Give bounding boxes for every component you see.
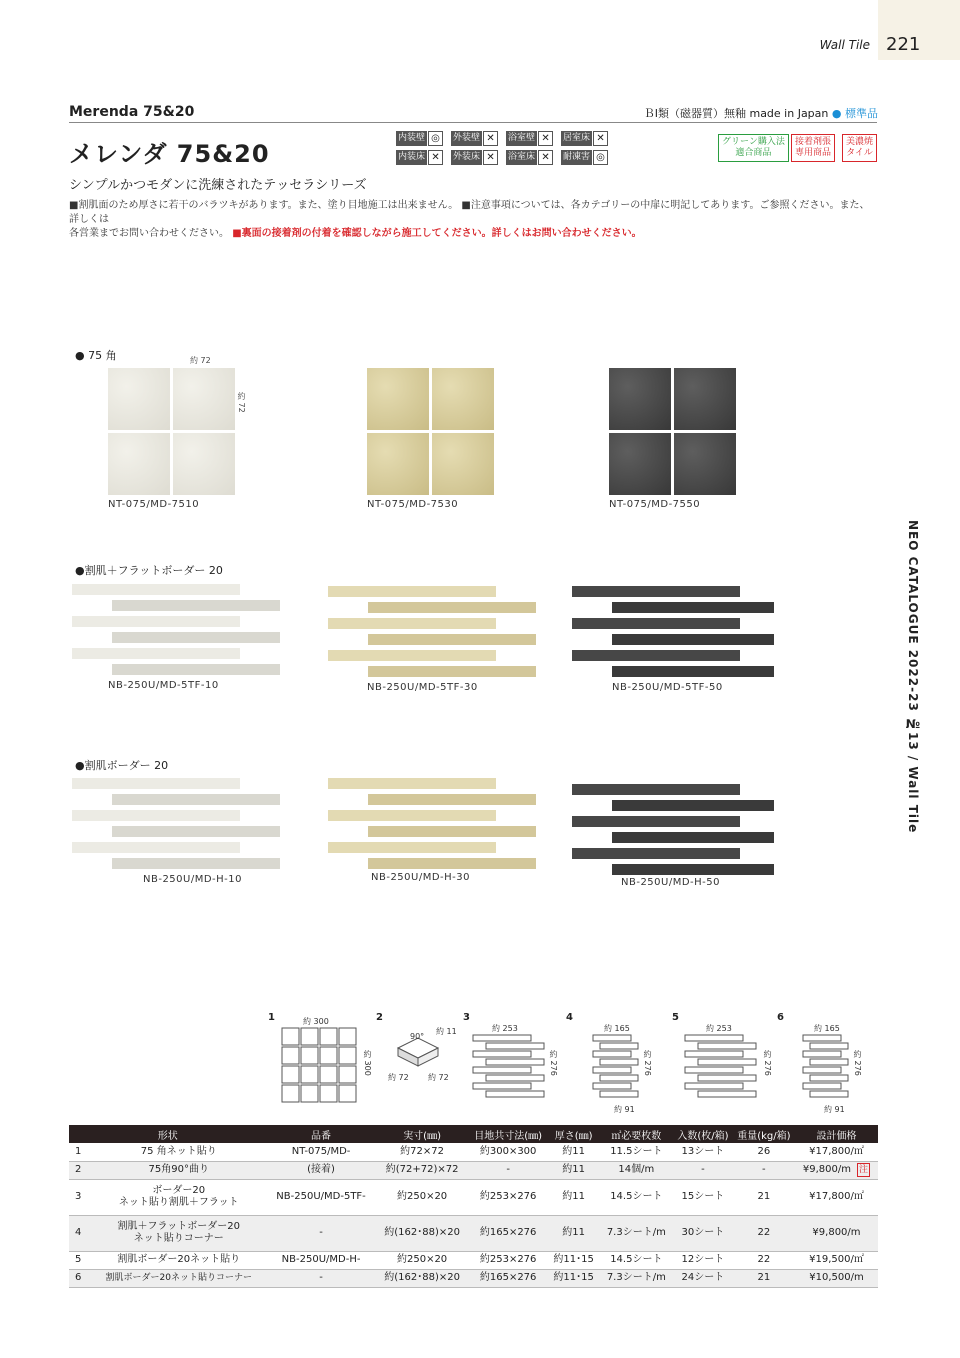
strip (72, 810, 240, 821)
cell-qty: 12シート (673, 1251, 733, 1269)
row-index: 2 (69, 1161, 91, 1179)
cell-weight: 22 (733, 1251, 795, 1269)
diagram-number: 3 (463, 1012, 470, 1023)
cell-shape: 割肌ボーダー20ネット貼り (91, 1251, 267, 1269)
tile (173, 368, 235, 430)
strip (112, 794, 280, 805)
row-index: 3 (69, 1179, 91, 1215)
tile (108, 368, 170, 430)
row-index: 6 (69, 1269, 91, 1287)
product-code: NB-250U/MD-H-50 (621, 877, 721, 888)
strip (72, 648, 240, 659)
strip (612, 634, 774, 645)
usage-grid (396, 131, 616, 165)
usage-item (451, 150, 506, 165)
cell-need: 14.5シート (600, 1251, 674, 1269)
table-header: 厚さ(㎜) (548, 1125, 600, 1143)
badge-mino (842, 134, 877, 162)
diagram-label: 約 300 (363, 1050, 372, 1076)
dimension-width: 約 72 (190, 356, 211, 365)
table-header: 形状 (69, 1125, 267, 1143)
cell-need: 14.5シート (600, 1179, 674, 1215)
tile (108, 433, 170, 495)
cell-weight: 21 (733, 1179, 795, 1215)
cell-size: 約250×20 (376, 1179, 469, 1215)
table-row (69, 1251, 878, 1269)
diagram-border-corner (592, 1034, 642, 1100)
cell-thickness: 約11 (548, 1143, 600, 1161)
cell-qty: - (673, 1161, 733, 1179)
diagram-number: 5 (672, 1012, 679, 1023)
strip (328, 650, 496, 661)
table-header: 重量(kg/箱) (733, 1125, 795, 1143)
cell-qty: 13シート (673, 1143, 733, 1161)
strip (368, 634, 536, 645)
cell-size: 約(72+72)×72 (376, 1161, 469, 1179)
border-swatch-white (72, 584, 282, 676)
notes-text: 各営業までお問い合わせください。 (69, 228, 233, 239)
standard-dot-icon: ● (831, 107, 842, 120)
table-row (69, 1269, 878, 1287)
notes-line-1: ■割肌面のため厚さに若干のバラツキがあります。また、塗り目地施工は出来ません。 ■注意事項については、各カテゴリーの中扉に明記してあります。ご参照ください。また、詳しくは (69, 200, 870, 225)
strip (328, 618, 496, 629)
usage-mark-icon: ✕ (428, 150, 443, 165)
cell-shape: 75 角ネット貼り (91, 1143, 267, 1161)
product-code: NB-250U/MD-5TF-10 (108, 680, 219, 691)
row-index: 1 (69, 1143, 91, 1161)
side-catalogue-label: NEO CATALOGUE 2022-23 №13 / Wall Tile (906, 520, 920, 834)
cell-shape: 割肌＋フラットボーダー20 ネット貼りコーナー (91, 1215, 267, 1251)
tile (674, 368, 736, 430)
dimension-height: 約 72 (237, 392, 246, 413)
cell-thickness: 約11 (548, 1179, 600, 1215)
diagram-label: 約 276 (853, 1050, 862, 1076)
page-number: 221 (886, 34, 921, 55)
cell-price: ¥17,800/㎡ (795, 1143, 878, 1161)
cell-joint: 約253×276 (469, 1251, 548, 1269)
badge-line: 美濃焼 (846, 137, 874, 147)
cell-need: 14個/m (600, 1161, 674, 1179)
border-swatch-beige (328, 586, 538, 678)
product-spec (644, 105, 878, 121)
strip (72, 778, 240, 789)
cell-size: 約250×20 (376, 1251, 469, 1269)
border-swatch-beige (328, 778, 538, 870)
price-text: ¥9,800/m (802, 1164, 852, 1175)
usage-item (561, 150, 616, 165)
product-code: NB-250U/MD-H-10 (143, 874, 243, 885)
cell-code: NB-250U/MD-H- (267, 1251, 376, 1269)
cell-thickness: 約11 (548, 1161, 600, 1179)
table-row (69, 1215, 878, 1251)
strip (328, 778, 496, 789)
strip (368, 826, 536, 837)
tile-swatch-beige (367, 368, 494, 495)
product-code: NB-250U/MD-5TF-30 (367, 682, 478, 693)
usage-item (396, 131, 451, 146)
strip (368, 794, 536, 805)
strip (112, 664, 280, 675)
section-title-75: ● 75 角 (75, 349, 117, 362)
usage-label: 内装壁 (396, 131, 427, 146)
cell-qty: 30シート (673, 1215, 733, 1251)
diagram-label: 約 91 (824, 1105, 845, 1114)
cell-shape: 75角90°曲り (91, 1161, 267, 1179)
cell-need: 11.5シート (600, 1143, 674, 1161)
usage-mark-icon: ◎ (593, 150, 608, 165)
usage-item (506, 131, 561, 146)
table-header: 実寸(㎜) (376, 1125, 469, 1143)
diagram-label: 約 276 (763, 1050, 772, 1076)
strip (368, 858, 536, 869)
cell-joint: - (469, 1161, 548, 1179)
badge-green-purchase (718, 134, 789, 162)
table-header: 品番 (267, 1125, 376, 1143)
tile (609, 433, 671, 495)
product-code: NB-250U/MD-H-30 (371, 872, 471, 883)
cell-joint: 約165×276 (469, 1215, 548, 1251)
diagram-number: 1 (268, 1012, 275, 1023)
tile (367, 433, 429, 495)
cell-thickness: 約11･15 (548, 1269, 600, 1287)
strip (572, 618, 740, 629)
product-name-en: Merenda 75&20 (69, 104, 195, 120)
diagram-border-net-sheet (472, 1034, 548, 1100)
diagram-label: 約 165 (604, 1024, 630, 1033)
usage-mark-icon: ✕ (593, 131, 608, 146)
product-code: NT-075/MD-7510 (108, 499, 200, 510)
border-swatch-dark (572, 784, 782, 876)
tile (173, 433, 235, 495)
strip (612, 864, 774, 875)
notes-line-2 (69, 227, 877, 241)
cell-code: NB-250U/MD-5TF- (267, 1179, 376, 1215)
usage-item (451, 131, 506, 146)
diagram-label: 約 276 (549, 1050, 558, 1076)
notes (69, 199, 877, 241)
section-title-split-flat: ●割肌＋フラットボーダー 20 (75, 564, 223, 577)
usage-item (396, 150, 451, 165)
table-header: 目地共寸法(㎜) (469, 1125, 548, 1143)
cell-price: ¥9,800/m (795, 1215, 878, 1251)
cell-need: 7.3シート/m (600, 1269, 674, 1287)
usage-label: 外装壁 (451, 131, 482, 146)
diagram-label: 約 72 (428, 1073, 449, 1082)
caution-badge: 注 (859, 1165, 869, 1175)
badge-adhesive (791, 134, 835, 162)
diagram-number: 6 (777, 1012, 784, 1023)
cell-thickness: 約11･15 (548, 1251, 600, 1269)
diagram-label: 約 91 (614, 1105, 635, 1114)
cell-code: NT-075/MD- (267, 1143, 376, 1161)
strip (572, 816, 740, 827)
strip (72, 584, 240, 595)
cell-price: ¥17,800/㎡ (795, 1179, 878, 1215)
cell-price: ¥19,500/㎡ (795, 1251, 878, 1269)
cell-joint: 約165×276 (469, 1269, 548, 1287)
strip (572, 848, 740, 859)
usage-label: 浴室床 (506, 150, 537, 165)
usage-mark-icon: ✕ (483, 131, 498, 146)
diagram-label: 約 11 (436, 1027, 457, 1036)
strip (368, 666, 536, 677)
usage-label: 内装床 (396, 150, 427, 165)
strip (112, 632, 280, 643)
cell-code: - (267, 1269, 376, 1287)
diagram-number: 2 (376, 1012, 383, 1023)
cell-joint: 約300×300 (469, 1143, 548, 1161)
strip (612, 666, 774, 677)
product-name-ja: メレンダ 75&20 (69, 140, 270, 168)
border-swatch-white (72, 778, 282, 870)
product-tagline: シンプルかつモダンに洗練されたテッセラシリーズ (69, 178, 367, 193)
cell-qty: 24シート (673, 1269, 733, 1287)
cell-size: 約(162･88)×20 (376, 1215, 469, 1251)
spec-text: ＢⅠ類（磁器質）無釉 made in Japan (643, 107, 829, 120)
diagram-label: 約 276 (643, 1050, 652, 1076)
cell-shape: ボーダー20 ネット貼り割肌＋フラット (91, 1179, 267, 1215)
cell-price: ¥10,500/m (795, 1269, 878, 1287)
strip (612, 800, 774, 811)
row-index: 5 (69, 1251, 91, 1269)
cell-size: 約(162･88)×20 (376, 1269, 469, 1287)
spec-table (69, 1125, 878, 1288)
badge-line: グリーン購入法 (722, 137, 785, 147)
product-code: NT-075/MD-7550 (609, 499, 701, 510)
cell-weight: - (733, 1161, 795, 1179)
badge-line: 接着剤張 (795, 137, 832, 147)
usage-mark-icon: ✕ (483, 150, 498, 165)
strip (72, 842, 240, 853)
cell-price (795, 1161, 878, 1179)
strip (572, 586, 740, 597)
tile (674, 433, 736, 495)
row-index: 4 (69, 1215, 91, 1251)
product-code: NT-075/MD-7530 (367, 499, 459, 510)
strip (368, 602, 536, 613)
diagram-label: 約 253 (492, 1024, 518, 1033)
badge-line: タイル (846, 148, 873, 158)
section-title-split-border: ●割肌ボーダー 20 (75, 759, 169, 772)
tile (609, 368, 671, 430)
usage-mark-icon: ✕ (538, 150, 553, 165)
diagram-border-net-sheet (684, 1034, 760, 1100)
diagram-number: 4 (566, 1012, 573, 1023)
usage-label: 居室床 (561, 131, 592, 146)
table-header: ㎡必要枚数 (600, 1125, 674, 1143)
badge-line: 適合商品 (735, 148, 772, 158)
cell-weight: 22 (733, 1215, 795, 1251)
strip (572, 650, 740, 661)
usage-item (506, 150, 561, 165)
usage-label: 外装床 (451, 150, 482, 165)
tile (432, 433, 494, 495)
strip (328, 842, 496, 853)
tile-swatch-white (108, 368, 235, 495)
tile (367, 368, 429, 430)
diagram-label: 約 253 (706, 1024, 732, 1033)
product-code: NB-250U/MD-5TF-50 (612, 682, 723, 693)
cell-weight: 21 (733, 1269, 795, 1287)
strip (572, 784, 740, 795)
usage-item (561, 131, 616, 146)
strip (328, 810, 496, 821)
usage-label: 耐凍害 (561, 150, 592, 165)
usage-label: 浴室壁 (506, 131, 537, 146)
table-row (69, 1143, 878, 1161)
cell-thickness: 約11 (548, 1215, 600, 1251)
cell-code: (接着) (267, 1161, 376, 1179)
page-label: Wall Tile (819, 38, 870, 52)
badge-line: 専用商品 (795, 148, 832, 158)
cell-need: 7.3シート/m (600, 1215, 674, 1251)
strip (72, 616, 240, 627)
cell-qty: 15シート (673, 1179, 733, 1215)
strip (112, 858, 280, 869)
usage-mark-icon: ✕ (538, 131, 553, 146)
table-row (69, 1161, 878, 1179)
diagram-label: 約 72 (388, 1073, 409, 1082)
cell-code: - (267, 1215, 376, 1251)
table-row (69, 1179, 878, 1215)
diagram-border-corner (802, 1034, 852, 1100)
diagram-label: 約 300 (303, 1017, 329, 1026)
diagram-75-net-sheet (280, 1026, 360, 1106)
strip (328, 586, 496, 597)
tile (432, 368, 494, 430)
cell-shape: 割肌ボーダー20ネット貼りコーナー (91, 1269, 267, 1287)
table-header-row (69, 1125, 878, 1143)
diagram-label: 約 165 (814, 1024, 840, 1033)
table-header: 入数(枚/箱) (673, 1125, 733, 1143)
cell-size: 約72×72 (376, 1143, 469, 1161)
standard-label: 標準品 (845, 107, 878, 120)
cell-joint: 約253×276 (469, 1179, 548, 1215)
title-divider (69, 122, 877, 123)
strip (612, 832, 774, 843)
border-swatch-dark (572, 586, 782, 678)
notes-warning: ■裏面の接着剤の付着を確認しながら施工してください。詳しくはお問い合わせください。 (232, 228, 642, 239)
strip (112, 826, 280, 837)
tile-swatch-dark (609, 368, 736, 495)
strip (612, 602, 774, 613)
strip (112, 600, 280, 611)
cell-weight: 26 (733, 1143, 795, 1161)
table-header: 設計価格 (795, 1125, 878, 1143)
usage-mark-icon: ◎ (428, 131, 443, 146)
diagram-label: 90° (410, 1032, 425, 1041)
